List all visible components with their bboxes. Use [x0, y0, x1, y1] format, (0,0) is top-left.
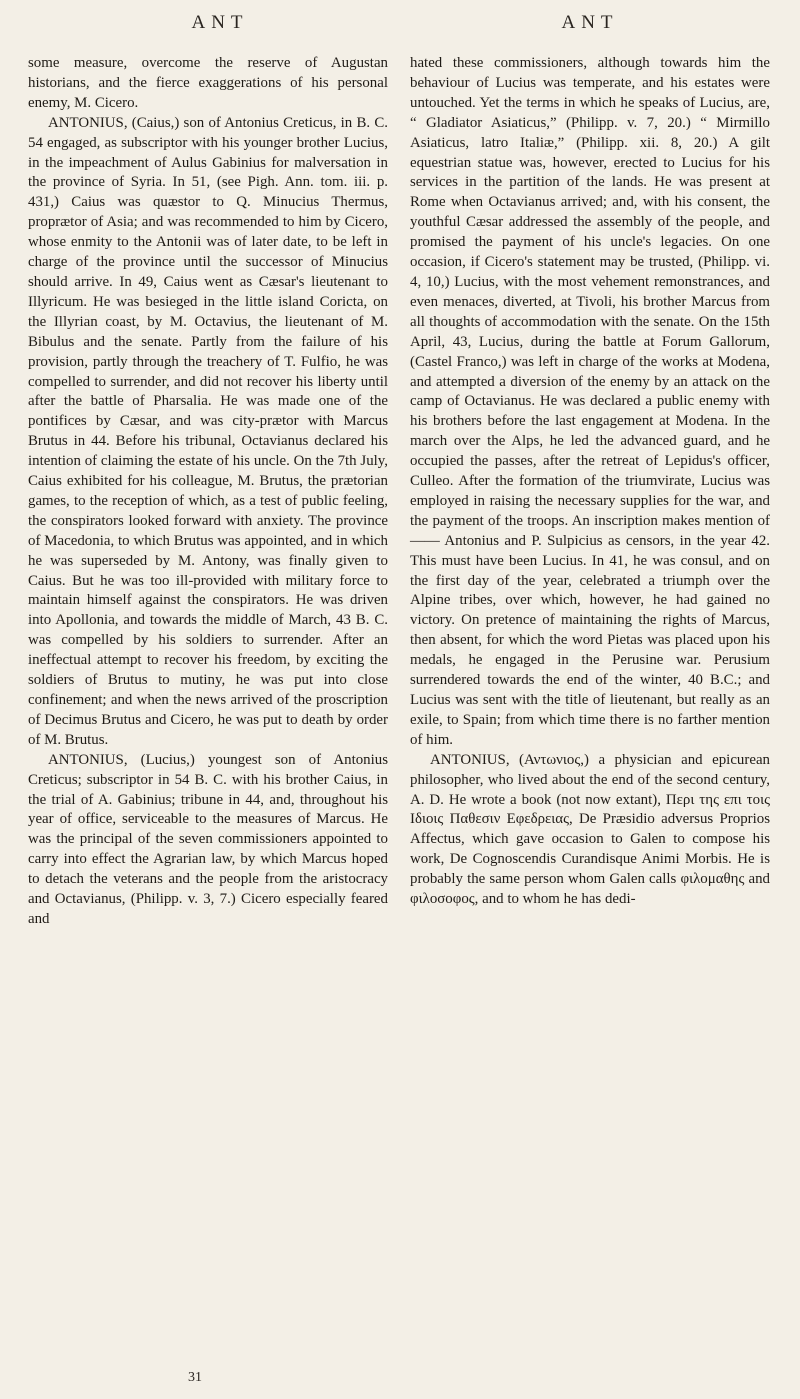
left-column: [28, 54, 388, 930]
entry-antonius-caius: ANTONIUS, (Caius,) son of Antonius Creticus, in B. C. 54 engaged, as subscriptor with his younger brother Lucius, in the impeachment of Aulus Gabinius for malversation in the province of Syria. In 51, (see Pigh. Ann. tom. iii. p. 431,) Caius was quæstor to Q. Minucius Thermus, proprætor of Asia; and was recommended to him by Cicero, whose enmity to the Antonii was of later date, to be left in charge of the province until the successor of Minucius should arrive. In 49, Caius went as Cæsar's lieutenant to Illyricum. He was besieged in the little island Coricta, on the Illyrian coast, by M. Octavius, the lieutenant of M. Bibulus and the senate. Partly from the failure of his provision, partly through the treachery of T. Fulfio, he was compelled to surrender, and did not recover his liberty until after the battle of Pharsalia. He was made one of the pontifices by Cæsar, and was city-prætor with Marcus Brutus in 44. Before his tribunal, Octavianus declared his intention of claiming the estate of his uncle. On the 7th July, Caius exhibited for his colleague, M. Brutus, the prætorian games, to the reception of which, as a test of public feeling, the conspirators looked forward with anxiety. The province of Macedonia, to which Brutus was appointed, and in which he was superseded by M. Antony, was finally given to Caius. But he was too ill-provided with military force to maintain himself against the conspirators. He was driven into Apollonia, and towards the middle of March, 43 B. C. was compelled by his soldiers to surrender. After an ineffectual attempt to recover his freedom, by exciting the soldiers of Brutus to mutiny, he was put into close confinement; and when the news arrived of the proscription of Decimus Brutus and Cicero, he was put to death by order of M. Brutus.: [28, 114, 388, 748]
running-head-right: ANT: [561, 12, 619, 33]
right-column: [410, 54, 770, 910]
paragraph: some measure, overcome the reserve of Augustan historians, and the fierce exaggerations of his personal enemy, M. Cicero.: [28, 55, 388, 111]
page-number: 31: [188, 1370, 202, 1385]
running-head-left: ANT: [191, 12, 249, 33]
entry-antonius-lucius: ANTONIUS, (Lucius,) youngest son of Antonius Creticus; subscriptor in 54 B. C. with his brother Caius, in the trial of A. Gabinius; tribune in 44, and, throughout his year of office, serviceable to the measures of Marcus. He was the principal of the seven commissioners appointed to carry into effect the Agrarian law, by which Marcus hoped to detach the veterans and the people from the aristocracy and Octavianus, (Philipp. v. 3, 7.) Cicero especially feared and: [28, 751, 388, 927]
paragraph: hated these commissioners, although towards him the behaviour of Lucius was temperate, and his estates were untouched. Yet the terms in which he speaks of Lucius, are, “ Gladiator Asiaticus,” (Philipp. v. 7, 20.) “ Mirmillo Asiaticus, latro Italiæ,” (Philipp. xii. 8, 20.) A gilt equestrian statue was, however, erected to Lucius for his services in the partition of the lands. He was present at Rome when Octavianus arrived; and, with his consent, the youthful Cæsar addressed the assembly of the people, and promised the payment of his uncle's legacies. On one occasion, if Cicero's statement may be trusted, (Philipp. vi. 4, 10,) Lucius, with the most vehement remonstrances, and even menaces, diverted, at Tivoli, his brother Marcus from all thoughts of accommodation with the senate. On the 15th April, 43, Lucius, during the battle at Forum Gallorum, (Castel Franco,) was left in charge of the works at Modena, and attempted a diversion of the enemy by an attack on the camp of Octavianus. He was declared a public enemy with his brothers before the last engagement at Modena. In the march over the Alps, he led the advanced guard, and he occupied the passes, after the retreat of Lepidus's officer, Culleo. After the formation of the triumvirate, Lucius was employed in raising the necessary supplies for the war, and the payment of the troops. An inscription makes mention of —— Antonius and P. Sulpicius as censors, in the year 42. This must have been Lucius. In 41, he was consul, and on the first day of the year, celebrated a triumph over the Alpine tribes, over which, however, he had gained no victory. On pretence of maintaining the rights of Marcus, then absent, for which the word Pietas was placed upon his medals, he engaged in the Perusine war. Perusium surrendered towards the end of the winter, 40 B.C.; and Lucius was sent with the title of lieutenant, but really as an exile, to Spain; from which time there is no farther mention of him.: [410, 55, 770, 748]
entry-antonius-physician: ANTONIUS, (Αντωνιος,) a physician and epicurean philosopher, who lived about the end of the second century, A. D. He wrote a book (not now extant), Περι της επι τοις Ιδιοις Παθεσιν Εφεδρειας, De Præsidio adversus Proprios Affectus, which gave occasion to Galen to compose his work, De Cognoscendis Curandisque Animi Morbis. He is probably the same person whom Galen calls φιλομαθης and φιλοσοφος, and to whom he has dedi-: [410, 751, 770, 908]
